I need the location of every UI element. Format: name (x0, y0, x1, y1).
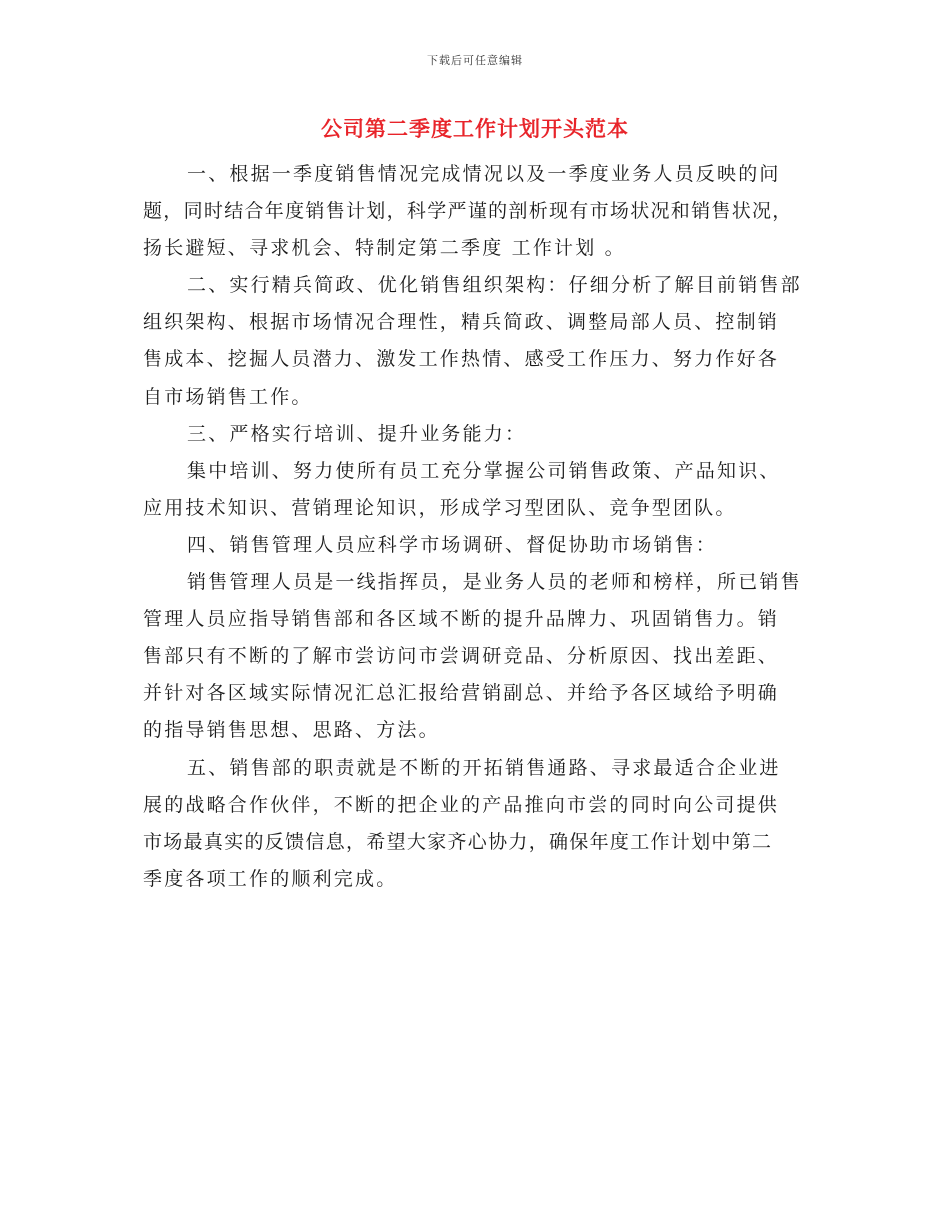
text-line: 展的战略合作伙伴，不断的把企业的产品推向市尝的同时向公司提供 (143, 793, 780, 816)
header-note: 下载后可任意编辑 (427, 54, 523, 67)
text-line: 自市场销售工作。 (143, 385, 313, 408)
text-line: 售部只有不断的了解市尝访问市尝调研竞品、分析原因、找出差距、 (143, 645, 780, 668)
text-line: 三、严格实行培训、提升业务能力： (187, 422, 527, 445)
page-title: 公司第二季度工作计划开头范本 (321, 116, 629, 141)
text-line: 市场最真实的反馈信息，希望大家齐心协力，确保年度工作计划中第二 (143, 830, 773, 853)
text-line: 售成本、挖掘人员潜力、激发工作热情、感受工作压力、努力作好各 (143, 348, 780, 371)
text-line: 销售管理人员是一线指挥员，是业务人员的老师和榜样，所已销售 (187, 571, 802, 594)
text-line: 题，同时结合年度销售计划，科学严谨的剖析现有市场状况和销售状况， (143, 200, 793, 223)
text-line: 二、实行精兵简政、优化销售组织架构：仔细分析了解目前销售部 (187, 274, 802, 297)
text-line: 的指导销售思想、思路、方法。 (143, 719, 440, 742)
text-line: 并针对各区域实际情况汇总汇报给营销副总、并给予各区域给予明确 (143, 682, 780, 705)
text-line: 集中培训、努力使所有员工充分掌握公司销售政策、产品知识、 (187, 459, 781, 482)
text-line: 一、根据一季度销售情况完成情况以及一季度业务人员反映的问 (187, 163, 781, 185)
text-line: 季度各项工作的顺利完成。 (143, 867, 398, 890)
text-line: 扬长避短、寻求机会、特制定第二季度 工作计划 。 (143, 237, 626, 260)
text-line: 五、销售部的职责就是不断的开拓销售通路、寻求最适合企业进 (187, 756, 781, 779)
text-line: 四、销售管理人员应科学市场调研、督促协助市场销售： (187, 533, 718, 556)
body-text (143, 160, 813, 902)
text-line: 组织架构、根据市场情况合理性，精兵简政、调整局部人员、控制销 (143, 311, 780, 334)
text-line: 管理人员应指导销售部和各区域不断的提升品牌力、巩固销售力。销 (143, 608, 780, 631)
text-line: 应用技术知识、营销理论知识，形成学习型团队、竞争型团队。 (143, 496, 737, 519)
